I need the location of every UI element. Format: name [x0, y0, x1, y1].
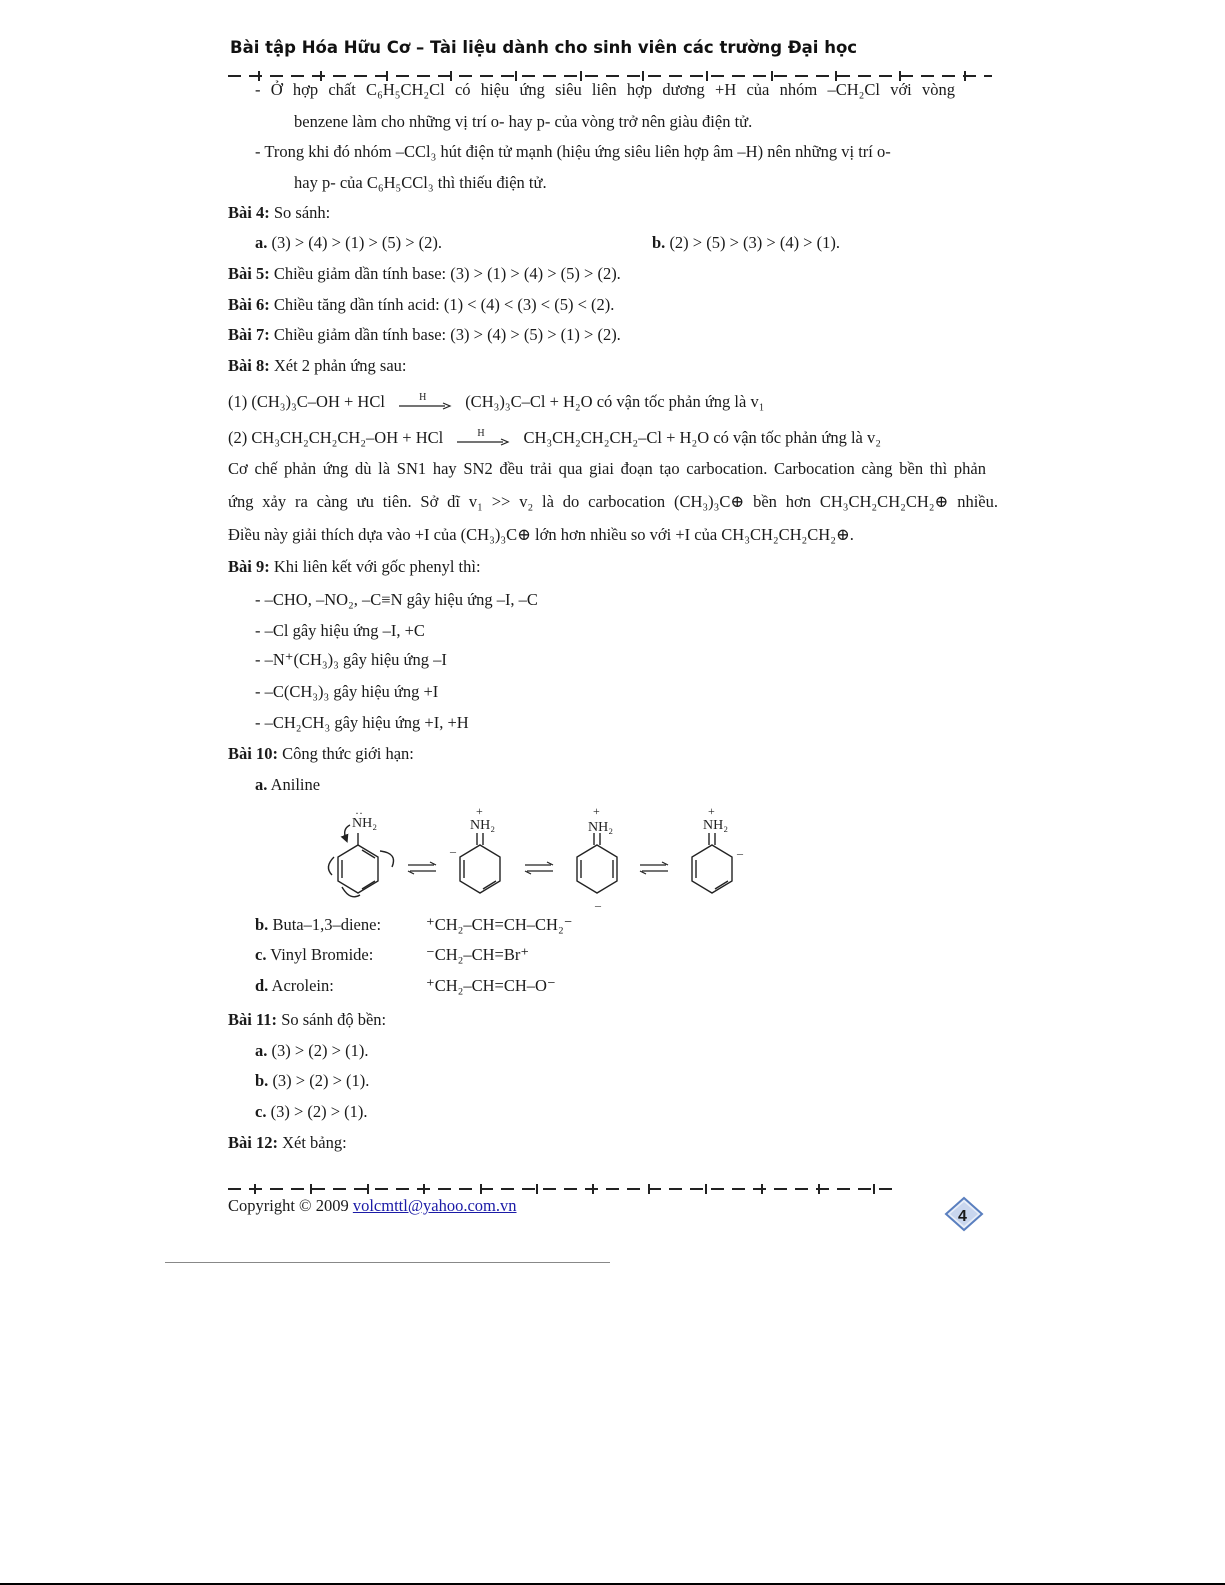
bai10-part-d-formula: ⁺CH₂–CH=CH–O⁻ — [426, 976, 556, 995]
bai5-line: Bài 5: Chiều giảm dần tính base: (3) > (1) > (4) > (5) > (2). — [228, 264, 621, 283]
page-number: 4 — [958, 1208, 967, 1225]
svg-text:+: + — [708, 804, 715, 818]
svg-text:–: – — [450, 844, 456, 858]
bai10-heading: Bài 10: Công thức giới hạn: — [228, 744, 414, 763]
footer-email-link[interactable]: volcmttl@yahoo.com.vn — [352, 1196, 517, 1215]
equilibrium-arrow-icon — [525, 862, 553, 874]
nh2-label-3: NH₂ — [588, 820, 614, 835]
bai3-paragraph-1b: benzene làm cho những vị trí o- hay p- của vòng trở nên giàu điện tử. — [294, 112, 753, 131]
bai10-part-c: c. Vinyl Bromide: — [255, 945, 374, 964]
bai7-line: Bài 7: Chiều giảm dần tính base: (3) > (4) > (5) > (1) > (2). — [228, 325, 621, 344]
svg-text:+: + — [476, 804, 483, 818]
reaction-arrow-icon: H — [399, 396, 451, 410]
bai4-answer-b: b. (2) > (5) > (3) > (4) > (1). — [652, 233, 840, 252]
bai9-heading: Bài 9: Khi liên kết với gốc phenyl thì: — [228, 557, 481, 576]
bai11-answer: a. (3) > (2) > (1). — [255, 1041, 369, 1060]
nh2-label-2: NH₂ — [470, 818, 496, 833]
aniline-resonance-structures — [320, 804, 760, 915]
aniline-structure-4 — [692, 833, 732, 893]
bai8-reaction-2: (2) CH₃CH₂CH₂CH₂–OH + HCl H CH₃CH₂CH₂CH₂–Cl + H₂O có vận tốc phản ứng là v₂ — [228, 428, 881, 447]
bai4-heading: Bài 4: So sánh: — [228, 203, 331, 222]
reaction-arrow-icon: H — [457, 432, 509, 446]
bai11-heading: Bài 11: So sánh độ bền: — [228, 1010, 387, 1029]
svg-text:+: + — [593, 804, 600, 818]
page-number-badge-icon — [942, 1194, 986, 1234]
page-bottom-rule — [165, 1262, 610, 1263]
bai9-item: - –Cl gây hiệu ứng –I, +C — [255, 621, 425, 640]
header-divider — [228, 75, 992, 77]
bai11-answer: c. (3) > (2) > (1). — [255, 1102, 368, 1121]
bai10-part-c-formula: ⁻CH₂–CH=Br⁺ — [426, 945, 530, 964]
bai8-paragraph-1: Cơ chế phản ứng dù là SN1 hay SN2 đều trải qua giai đoạn tạo carbocation. Carbocation càng bền thì phản — [228, 459, 986, 478]
bai9-item: - –C(CH₃)₃ gây hiệu ứng +I — [255, 682, 439, 701]
bai12-heading: Bài 12: Xét bảng: — [228, 1133, 347, 1152]
bai6-line: Bài 6: Chiều tăng dần tính acid: (1) < (4) < (3) < (5) < (2). — [228, 295, 615, 314]
footer-divider — [228, 1188, 896, 1190]
bai8-paragraph-2: ứng xảy ra càng ưu tiên. Sở dĩ v₁ >> v₂ là do carbocation (CH₃)₃C⊕ bền hơn CH₃CH₂CH₂CH₂⊕ nhiều. — [228, 492, 998, 511]
bai10-part-b: b. Buta–1,3–diene: — [255, 915, 382, 934]
nh2-label-4: NH₂ — [703, 818, 729, 833]
bai8-heading: Bài 8: Xét 2 phản ứng sau: — [228, 356, 407, 375]
bai8-reaction-1: (1) (CH₃)₃C–OH + HCl H (CH₃)₃C–Cl + H₂O có vận tốc phản ứng là v₁ — [228, 392, 765, 411]
svg-text:–: – — [737, 846, 743, 860]
bai11-answer: b. (3) > (2) > (1). — [255, 1071, 370, 1090]
bai9-item: - –CH₂CH₃ gây hiệu ứng +I, +H — [255, 713, 469, 732]
footer-copyright: Copyright © 2009 volcmttl@yahoo.com.vn — [228, 1196, 517, 1215]
aniline-structure-1 — [328, 825, 393, 897]
bai9-item: - –CHO, –NO₂, –C≡N gây hiệu ứng –I, –C — [255, 590, 538, 609]
bai3-paragraph-2a: - Trong khi đó nhóm –CCl₃ hút điện tử mạnh (hiệu ứng siêu liên hợp âm –H) nên những vị trí o- — [255, 142, 891, 161]
bai3-paragraph-2b: hay p- của C₆H₅CCl₃ thì thiếu điện tử. — [294, 173, 547, 192]
svg-text:–: – — [595, 898, 601, 912]
equilibrium-arrow-icon — [640, 862, 668, 874]
bai10-part-b-formula: ⁺CH₂–CH=CH–CH₂⁻ — [426, 915, 573, 934]
aniline-structure-3 — [577, 833, 617, 893]
equilibrium-arrow-icon — [408, 862, 436, 874]
svg-text:··: ·· — [355, 806, 363, 820]
document-header-title: Bài tập Hóa Hữu Cơ – Tài liệu dành cho sinh viên các trường Đại học — [230, 38, 858, 57]
aniline-structure-2 — [460, 833, 500, 893]
nh2-label-1: NH₂ — [352, 816, 378, 831]
bai10-part-a: a. Aniline — [255, 775, 321, 794]
bai9-item: - –N⁺(CH₃)₃ gây hiệu ứng –I — [255, 650, 447, 669]
bai3-paragraph-1a: - Ở hợp chất C₆H₅CH₂Cl có hiệu ứng siêu liên hợp dương +H của nhóm –CH₂Cl với vòng — [255, 80, 955, 99]
bai10-part-d: d. Acrolein: — [255, 976, 334, 995]
bai8-paragraph-3: Điều này giải thích dựa vào +I của (CH₃)₃C⊕ lớn hơn nhiều so với +I của CH₃CH₂CH₂CH₂⊕. — [228, 525, 854, 544]
bai4-answer-a: a. (3) > (4) > (1) > (5) > (2). — [255, 233, 443, 252]
